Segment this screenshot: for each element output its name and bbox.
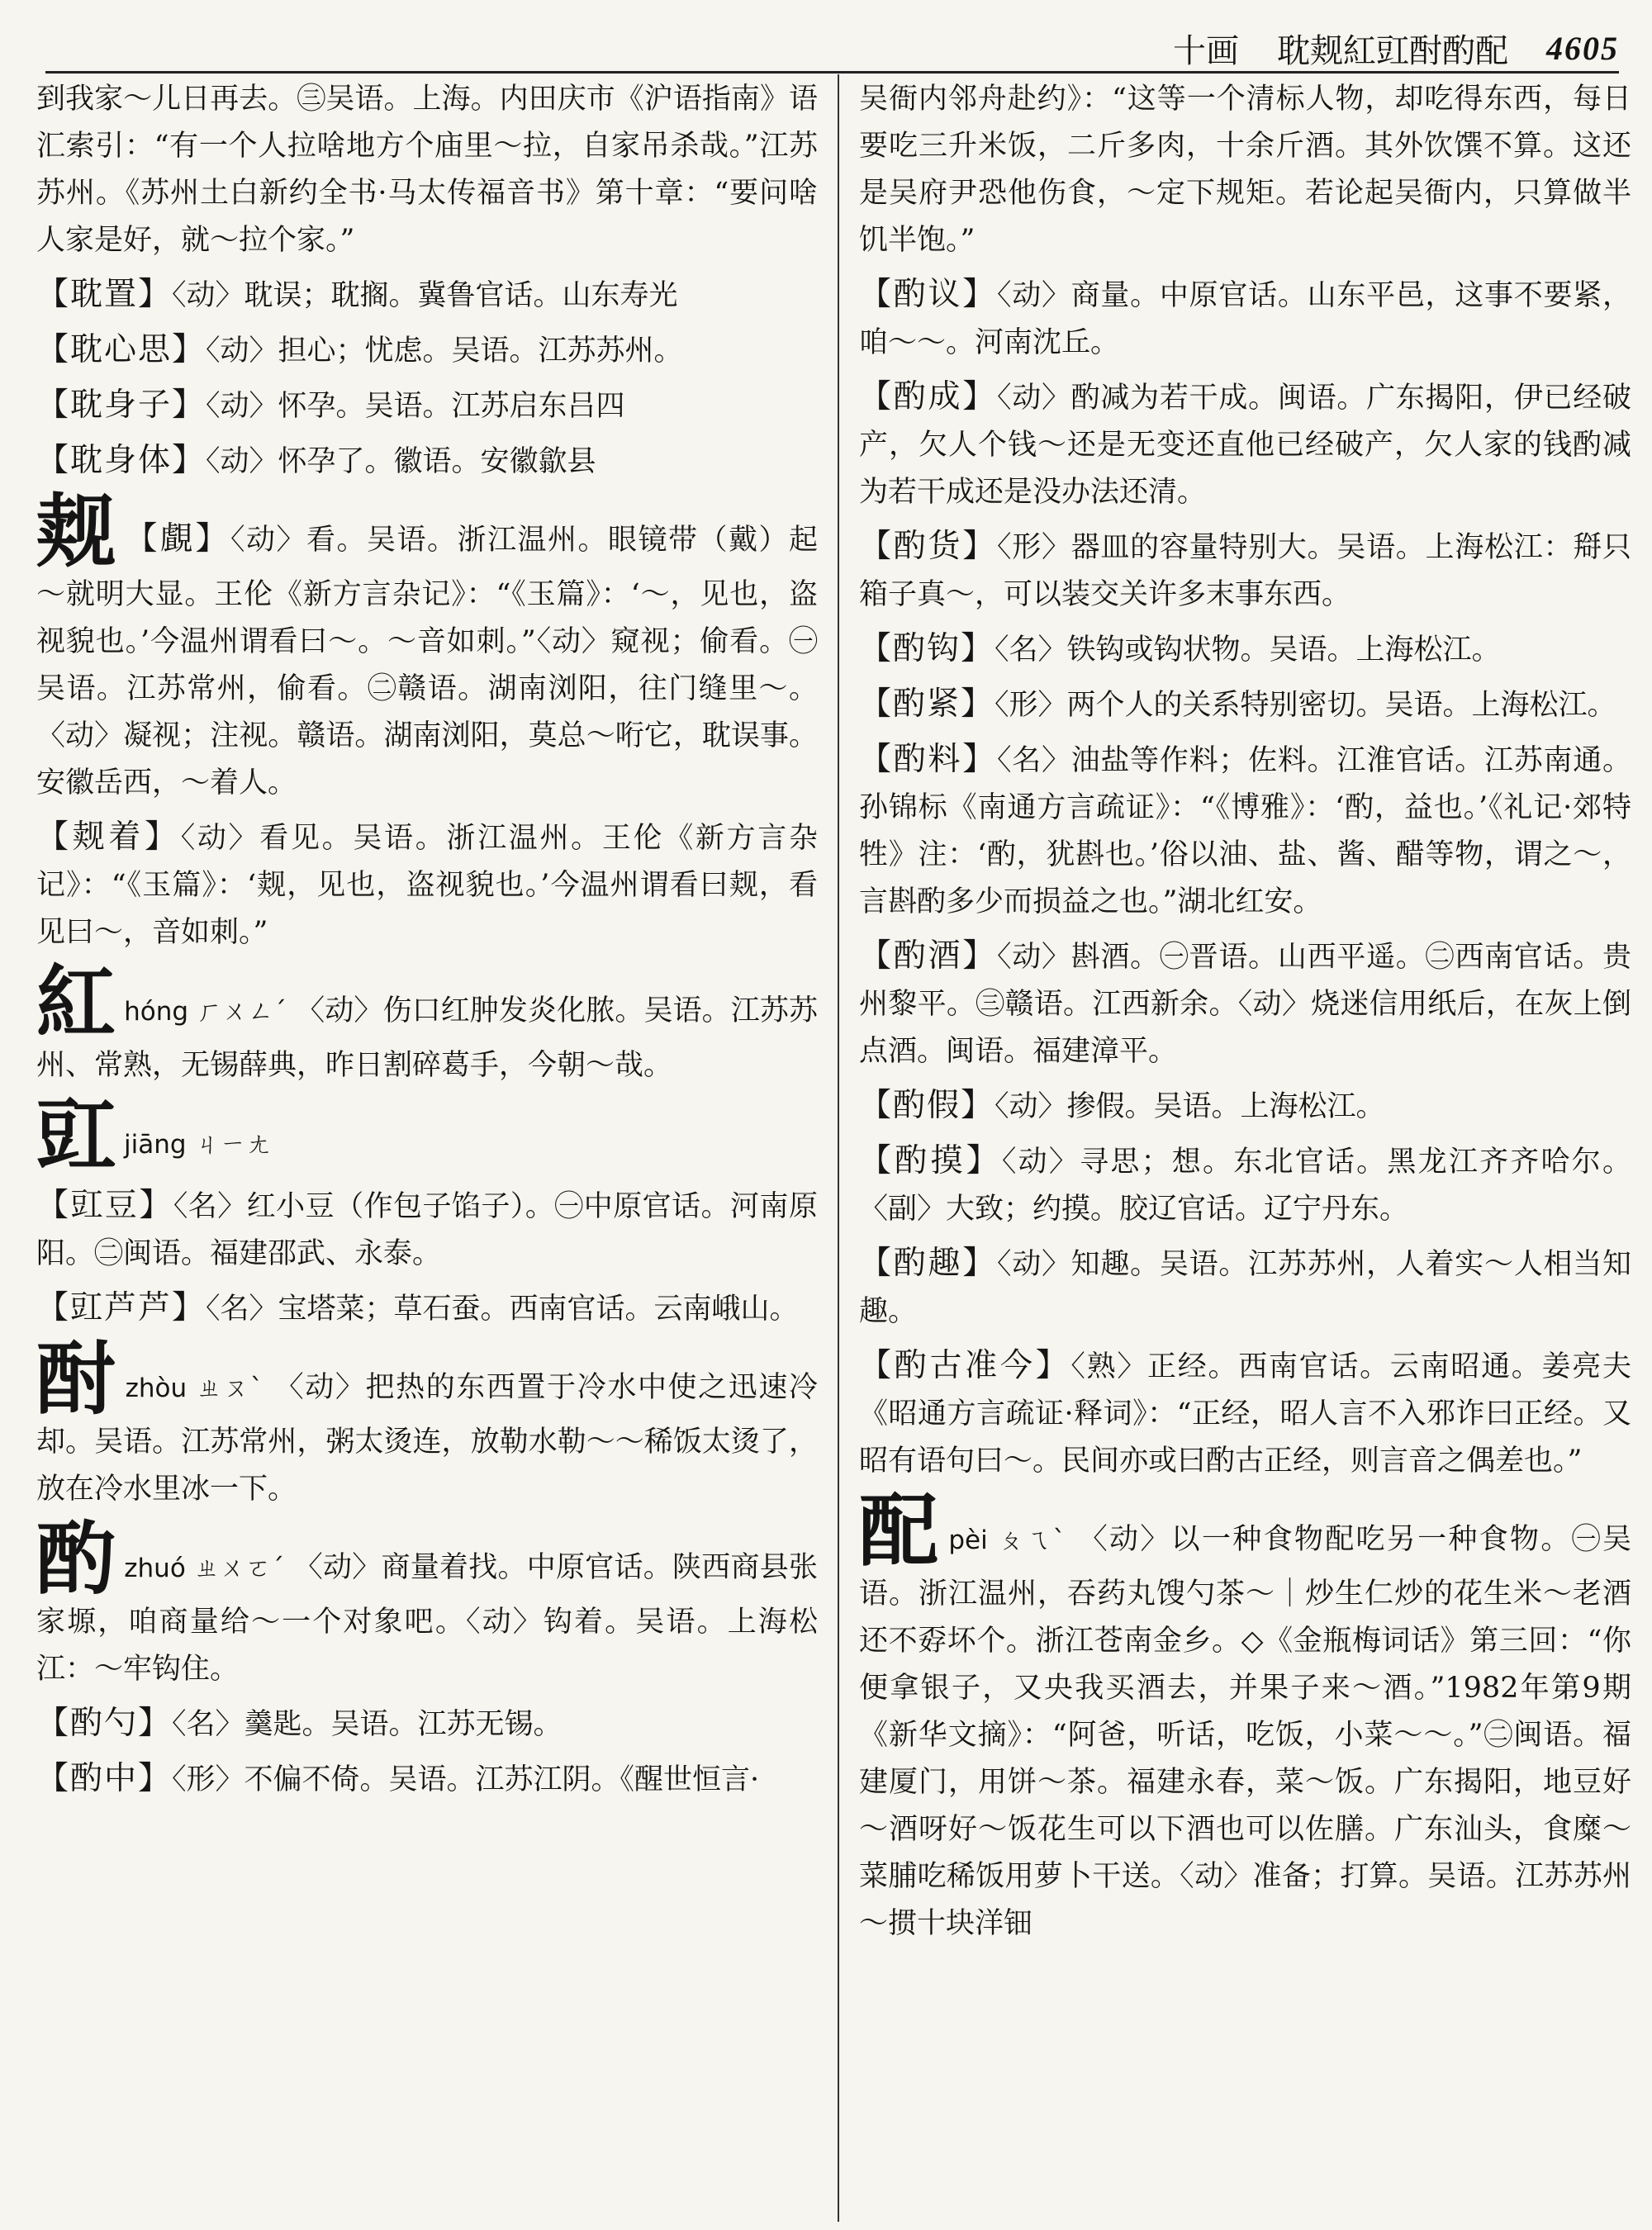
definition: 〈动〉伤口红肿发炎化脓。吴语。江苏苏州、常熟，无锡薛典，昨日割碎葛手，今朝～哉。 [36,994,818,1082]
pinyin: zhòu ㄓㄡˋ [125,1374,264,1403]
headword: 【覰】 [125,520,230,558]
pinyin: pèi ㄆㄟˋ [948,1525,1068,1555]
big-character: 配 [859,1484,941,1578]
definition: 〈动〉看。吴语。浙江温州。眼镜带（戴）起～就明大显。王伦《新方言杂记》：“《玉篇》：‘～，见也，盗视貌也。’今温州谓看曰～。～音如刺。”〈动〉窥视；偷看。㊀吴语。江苏常州，偷看。㊁赣语。湖南浏阳，往门缝里～。〈动〉凝视；注视。赣语。湖南浏阳，莫总～哘它，耽误事。安徽岳西，～着人。 [36,524,818,799]
definition: 〈动〉商量着找。中原官话。陕西商县张家塬，咱商量给～一个对象吧。〈动〉钩着。吴语。上海松江：～牢钩住。 [36,1551,818,1686]
entry-jiangdou [36,1182,818,1278]
header-chars: 耽觌紅豇酎酌配 [1277,31,1508,70]
entry-danzhi [36,271,818,320]
entry-zhuocheng [859,373,1631,516]
entry-zhuozhong [36,1755,818,1804]
entry-zhuojin [859,681,1631,729]
pinyin: zhuó ㄓㄨㄛˊ [124,1554,285,1583]
definition: 〈动〉耽误；耽搁。冀鲁官话。山东寿光 [172,279,678,312]
definition: 〈动〉掺假。吴语。上海松江。 [995,1090,1385,1123]
definition: 〈形〉两个人的关系特别密切。吴语。上海松江。 [995,689,1616,722]
header-rule [45,71,1619,74]
char-entry-jiang [36,1089,818,1182]
entry-zhuoliao [859,736,1631,926]
entry-zhuojiu [859,932,1631,1075]
definition: 〈动〉斟酒。㊀晋语。山西平遥。㊁西南官话。贵州黎平。㊂赣语。江西新余。〈动〉烧迷信用纸后，在灰上倒点酒。闽语。福建漳平。 [859,941,1631,1068]
entry-zhuojia [859,1082,1631,1131]
headword: 【豇豆】 [36,1187,173,1224]
definition: 〈形〉器皿的容量特别大。吴语。上海松江：搿只箱子真～，可以装交关许多末事东西。 [859,531,1631,611]
definition: 〈熟〉正经。西南官话。云南昭通。姜亮夫《昭通方言疏证·释词》：“正经，昭人言不入邪诈曰正经。又昭有语句曰～。民间亦或曰酌古正经，则言音之偶差也。” [859,1350,1631,1478]
headword: 【酌酒】 [859,937,997,975]
headword: 【酌古准今】 [859,1347,1071,1384]
definition: 〈动〉商量。中原官话。山东平邑，这事不要紧，咱～～。河南沈丘。 [859,279,1631,359]
char-entry-qu [36,485,818,807]
definition: 〈动〉把热的东西置于冷水中使之迅速冷却。吴语。江苏常州，粥太烫连，放勒水勒～～稀饭太烫了，放在冷水里冰一下。 [36,1371,818,1506]
char-entry-zhuo [36,1512,818,1693]
definition: 〈动〉寻思；想。东北官话。黑龙江齐齐哈尔。〈副〉大致；约摸。胶辽官话。辽宁丹东。 [859,1146,1631,1226]
right-column [859,76,1631,2215]
char-entry-hong [36,956,818,1089]
entry-continuation: 到我家～儿日再去。㊂吴语。上海。内田庆市《沪语指南》语汇索引：“有一个人拉啥地方个庙里～拉，自家吊杀哉。”江苏苏州。《苏州土白新约全书·马太传福音书》第十章：“要问啥人家是好，就～拉个家。” [36,83,818,257]
definition: 〈名〉油盐等作料；佐料。江淮官话。江苏南通。孙锦标《南通方言疏证》：“《博雅》：‘酌，益也。’《礼记·郊特牲》注：‘酌，犹斟也。’俗以油、盐、酱、醋等物，谓之～，言斟酌多少而损益之也。”湖北红安。 [859,744,1631,918]
entry-danshenti [36,437,818,486]
headword: 【酌货】 [859,528,997,565]
pinyin: jiāng ㄐㄧㄤ [124,1130,272,1160]
column-divider [838,74,839,2222]
definition: 〈名〉红小豆（作包子馅子）。㊀中原官话。河南原阳。㊁闽语。福建邵武、永泰。 [36,1190,818,1270]
entry-zhuogou [859,625,1631,674]
headword: 【酌摸】 [859,1142,1002,1179]
headword: 【酌成】 [859,378,997,415]
page-header [0,23,1619,73]
entry-zhuogu-zhunjin [859,1342,1631,1485]
entry-continuation: 吴衙内邻舟赴约》：“这等一个清标人物，却吃得东西，每日要吃三升米饭，二斤多肉，十余斤酒。其外饮馔不算。这还是吴府尹恐他伤食，～定下规矩。若论起吴衙内，只算做半饥半饱。” [859,83,1631,257]
big-character: 豇 [36,1089,116,1182]
headword: 【酌趣】 [859,1245,997,1282]
definition: 〈动〉怀孕。吴语。江苏启东吕四 [206,390,625,423]
headword: 【酌勺】 [36,1705,173,1742]
definition: 〈动〉担心；忧虑。吴语。江苏苏州。 [206,334,683,368]
entry-zhuohuo [859,523,1631,619]
definition: 〈动〉看见。吴语。浙江温州。王伦《新方言杂记》：“《玉篇》：‘觌，见也，盗视貌也。’今温州谓看曰觌，看见曰～，音如刺。” [36,822,818,949]
left-column [36,76,818,2215]
definition: 〈动〉知趣。吴语。江苏苏州，人着实～人相当知趣。 [859,1248,1631,1328]
big-character: 酌 [36,1512,116,1606]
headword: 【豇芦芦】 [36,1289,206,1326]
definition: 〈动〉以一种食物配吃另一种食物。㊀吴语。浙江温州，吞药丸馊勺茶～｜炒生仁炒的花生米～老酒还不孬坏个。浙江苍南金乡。◇《金瓶梅词话》第三回：“你便拿银子，又央我买酒去，并果子来～酒。”1982年第9期《新华文摘》：“阿爸，听话，吃饭，小菜～～。”㊁闽语。福建厦门，用饼～茶。福建永春，菜～饭。广东揭阳，地豆好～酒呀好～饭花生可以下酒也可以佐膳。广东汕头，食糜～菜脯吃稀饭用萝卜干送。〈动〉准备；打算。吴语。江苏苏州～掼十块洋钿 [859,1523,1631,1940]
big-character: 紅 [36,956,116,1049]
headword: 【耽身子】 [36,387,206,424]
headword: 【觌着】 [36,818,181,856]
headword: 【酌假】 [859,1087,995,1124]
entry-quzhe [36,814,818,956]
definition: 〈动〉怀孕了。徽语。安徽歙县 [206,445,596,478]
headword: 【酌钩】 [859,630,995,667]
page-number: 4605 [1546,29,1619,67]
headword: 【耽心思】 [36,331,206,368]
headword: 【酌议】 [859,276,997,313]
headword: 【酌紧】 [859,686,995,723]
big-character: 觌 [36,485,117,578]
header-section: 十画 [1173,31,1239,70]
char-entry-zhou [36,1332,818,1513]
definition: 〈形〉不偏不倚。吴语。江苏江阴。《醒世恒言· [172,1763,760,1796]
definition: 〈名〉宝塔菜；草石蚕。西南官话。云南峨山。 [206,1293,799,1326]
definition: 〈动〉酌减为若干成。闽语。广东揭阳，伊已经破产，欠人个钱～还是无变还直他已经破产，欠人家的钱酌减为若干成还是没办法还清。 [859,382,1631,509]
entry-zhuoqu [859,1240,1631,1336]
entry-zhuomo [859,1137,1631,1233]
entry-jiangluolu [36,1284,818,1333]
headword: 【耽身体】 [36,442,206,479]
entry-danshenzi [36,382,818,430]
definition: 〈名〉铁钩或钩状物。吴语。上海松江。 [995,633,1501,667]
big-character: 酎 [36,1332,117,1426]
entry-zhuoyi [859,271,1631,367]
headword: 【耽置】 [36,276,173,313]
entry-danxinsi [36,326,818,375]
headword: 【酌中】 [36,1760,173,1797]
headword: 【酌料】 [859,741,997,778]
entry-zhuoshao [36,1700,818,1748]
definition: 〈名〉羹匙。吴语。江苏无锡。 [172,1708,563,1741]
pinyin: hóng ㄏㄨㄥˊ [124,997,287,1027]
char-entry-pei [859,1484,1631,1948]
